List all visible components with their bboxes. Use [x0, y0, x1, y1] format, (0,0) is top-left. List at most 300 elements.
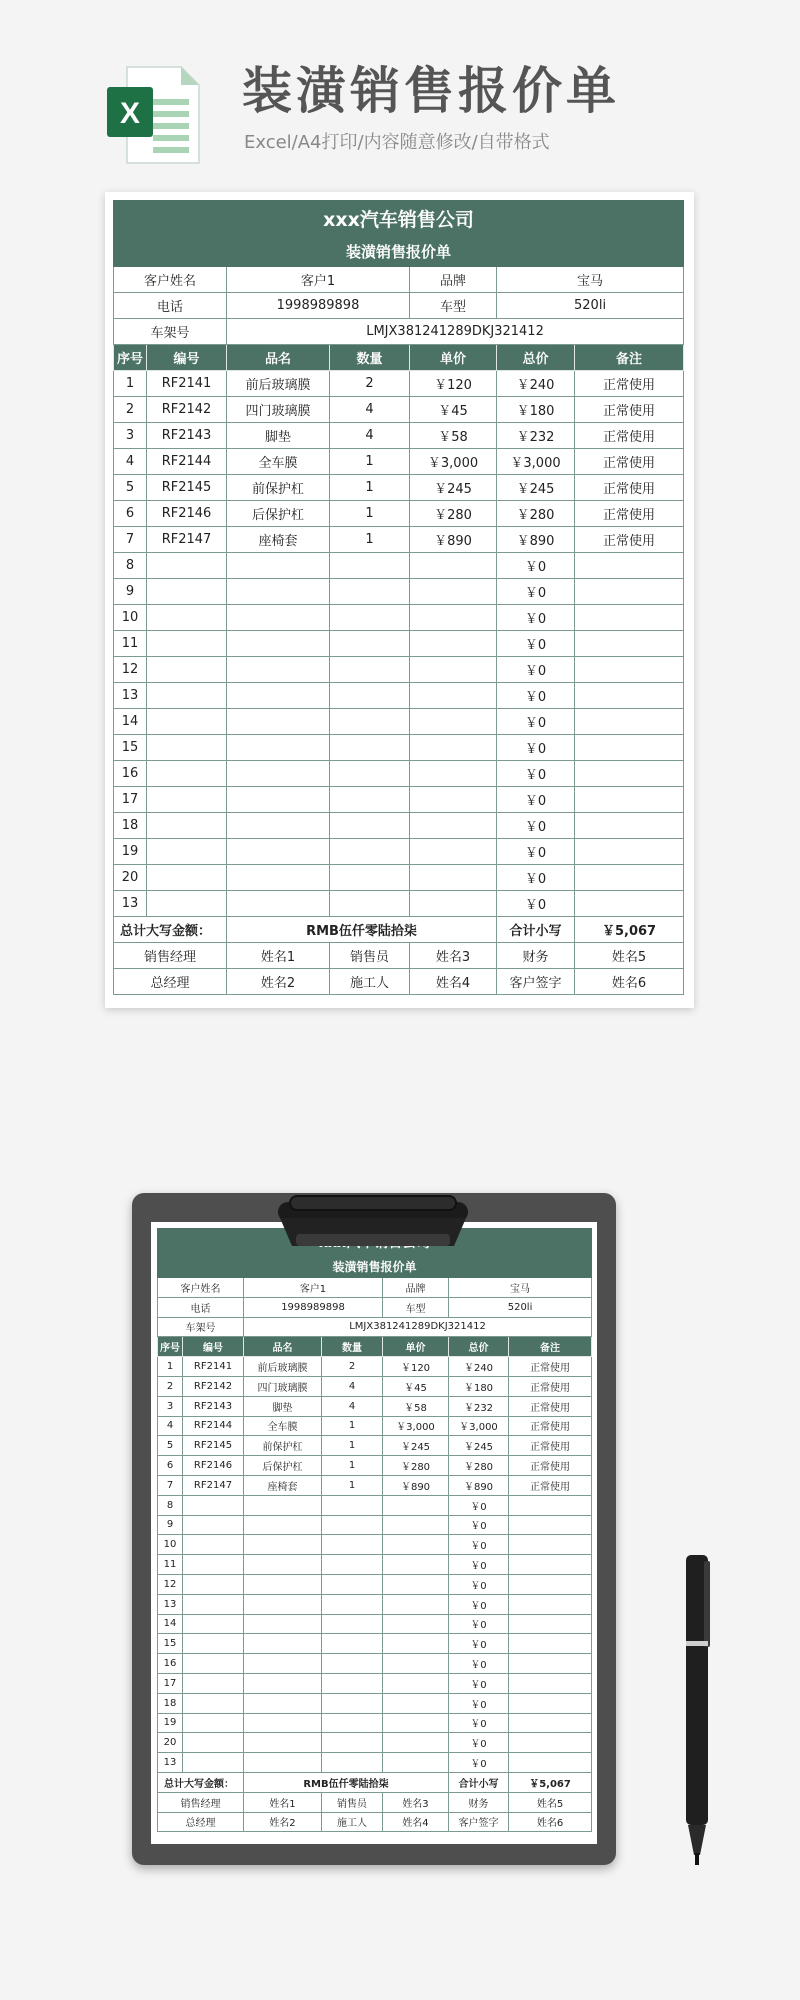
- cell-item[interactable]: [227, 657, 330, 683]
- cell-item[interactable]: 四门玻璃膜: [227, 397, 330, 423]
- subtotal-label: 合计小写: [497, 917, 575, 943]
- quote-table-body: [114, 201, 684, 995]
- total-row: [158, 1772, 592, 1792]
- cell-index: 20: [158, 1733, 183, 1753]
- cell-unit-price[interactable]: [410, 891, 497, 917]
- cell-remark[interactable]: [575, 657, 684, 683]
- cell-qty: [322, 1713, 383, 1733]
- cell-item[interactable]: 前后玻璃膜: [227, 371, 330, 397]
- cell-unit-price[interactable]: ￥58: [410, 423, 497, 449]
- cell-unit-price[interactable]: [410, 735, 497, 761]
- customer-label: 客户姓名: [158, 1278, 244, 1298]
- cell-code[interactable]: [147, 631, 227, 657]
- table-row: [158, 1634, 592, 1654]
- cell-item[interactable]: [227, 605, 330, 631]
- cell-index: 4: [158, 1416, 183, 1436]
- cell-unit-price[interactable]: [410, 865, 497, 891]
- brand-value[interactable]: 宝马: [497, 267, 684, 293]
- vin-value: LMJX381241289DKJ321412: [244, 1317, 592, 1337]
- column-header: 总价: [449, 1337, 509, 1357]
- cell-remark: [509, 1733, 592, 1753]
- model-value[interactable]: 520li: [497, 293, 684, 319]
- signature-label: 财务: [497, 943, 575, 969]
- customer-value: 客户1: [244, 1278, 383, 1298]
- cell-qty[interactable]: [330, 865, 410, 891]
- phone-value: 1998989898: [244, 1297, 383, 1317]
- cell-code: [183, 1614, 244, 1634]
- signature-value[interactable]: 姓名4: [410, 969, 497, 995]
- signature-label: 销售员: [322, 1792, 383, 1812]
- cell-unit-price: [383, 1574, 449, 1594]
- cell-code: RF2146: [183, 1456, 244, 1476]
- table-row: [114, 683, 684, 709]
- cell-code[interactable]: [147, 683, 227, 709]
- cell-unit-price: [383, 1654, 449, 1674]
- cell-code: [183, 1634, 244, 1654]
- signature-label: 销售员: [330, 943, 410, 969]
- quote-sheet-large: [105, 192, 694, 1008]
- cell-code: [183, 1515, 244, 1535]
- cell-qty[interactable]: [330, 553, 410, 579]
- cell-qty[interactable]: 1: [330, 501, 410, 527]
- signature-label: 总经理: [114, 969, 227, 995]
- cell-code[interactable]: [147, 865, 227, 891]
- signature-row: [114, 943, 684, 969]
- cell-index: 20: [114, 865, 147, 891]
- cell-code[interactable]: RF2147: [147, 527, 227, 553]
- cell-index: 16: [158, 1654, 183, 1674]
- cell-unit-price: [383, 1614, 449, 1634]
- cell-total-price[interactable]: ￥0: [497, 631, 575, 657]
- cell-qty[interactable]: [330, 709, 410, 735]
- cell-total-price[interactable]: ￥0: [497, 761, 575, 787]
- model-label: 车型: [410, 293, 497, 319]
- cell-qty[interactable]: [330, 605, 410, 631]
- cell-total-price[interactable]: ￥232: [497, 423, 575, 449]
- cell-code[interactable]: [147, 761, 227, 787]
- cell-unit-price: [383, 1515, 449, 1535]
- customer-label: 客户姓名: [114, 267, 227, 293]
- cell-total-price[interactable]: ￥0: [497, 657, 575, 683]
- cell-remark: [509, 1495, 592, 1515]
- table-row: [158, 1495, 592, 1515]
- cell-qty: [322, 1753, 383, 1773]
- cell-remark[interactable]: 正常使用: [575, 501, 684, 527]
- signature-value[interactable]: 姓名1: [227, 943, 330, 969]
- table-row: [114, 501, 684, 527]
- cell-total-price[interactable]: ￥0: [497, 891, 575, 917]
- cell-remark: 正常使用: [509, 1396, 592, 1416]
- cell-qty: 1: [322, 1436, 383, 1456]
- cell-index: 7: [114, 527, 147, 553]
- signature-value[interactable]: 姓名5: [575, 943, 684, 969]
- cell-unit-price: [383, 1733, 449, 1753]
- cell-total-price[interactable]: ￥0: [497, 553, 575, 579]
- cell-qty[interactable]: [330, 839, 410, 865]
- cell-item: 脚垫: [244, 1396, 322, 1416]
- excel-logo-icon: [105, 65, 201, 165]
- cell-qty[interactable]: 1: [330, 475, 410, 501]
- cell-index: 6: [114, 501, 147, 527]
- cell-unit-price[interactable]: [410, 579, 497, 605]
- table-row: [114, 891, 684, 917]
- cell-remark[interactable]: [575, 813, 684, 839]
- cell-remark: 正常使用: [509, 1436, 592, 1456]
- subtotal-value[interactable]: ￥5,067: [575, 917, 684, 943]
- cell-qty[interactable]: 4: [330, 423, 410, 449]
- cell-qty: 1: [322, 1456, 383, 1476]
- table-row: [158, 1753, 592, 1773]
- cell-qty[interactable]: 4: [330, 397, 410, 423]
- cell-qty: [322, 1555, 383, 1575]
- cell-qty[interactable]: 1: [330, 527, 410, 553]
- cell-code[interactable]: [147, 579, 227, 605]
- cell-item[interactable]: 座椅套: [227, 527, 330, 553]
- subtotal-label: 合计小写: [449, 1772, 509, 1792]
- cell-item[interactable]: [227, 891, 330, 917]
- cell-code: [183, 1713, 244, 1733]
- cell-remark[interactable]: [575, 683, 684, 709]
- cell-total-price: ￥245: [449, 1436, 509, 1456]
- cell-index: 3: [158, 1396, 183, 1416]
- signature-label: 客户签字: [497, 969, 575, 995]
- table-row: [114, 631, 684, 657]
- cell-total-price: ￥0: [449, 1495, 509, 1515]
- cell-remark: [509, 1693, 592, 1713]
- cell-item: [244, 1495, 322, 1515]
- cell-qty[interactable]: 2: [330, 371, 410, 397]
- cell-unit-price[interactable]: ￥280: [410, 501, 497, 527]
- cell-remark: [509, 1515, 592, 1535]
- cell-code[interactable]: [147, 787, 227, 813]
- cell-qty: [322, 1733, 383, 1753]
- cell-unit-price[interactable]: [410, 683, 497, 709]
- cell-total-price[interactable]: ￥180: [497, 397, 575, 423]
- cell-item: [244, 1673, 322, 1693]
- cell-unit-price[interactable]: [410, 709, 497, 735]
- quote-sheet-small: [151, 1222, 597, 1844]
- cell-item: [244, 1634, 322, 1654]
- signature-row: [114, 969, 684, 995]
- cell-unit-price: ￥280: [383, 1456, 449, 1476]
- cell-unit-price[interactable]: [410, 605, 497, 631]
- cell-item[interactable]: [227, 813, 330, 839]
- cell-remark: 正常使用: [509, 1456, 592, 1476]
- pen-icon: [682, 1555, 712, 1867]
- cell-total-price: ￥280: [449, 1456, 509, 1476]
- cell-unit-price: ￥120: [383, 1357, 449, 1377]
- cell-remark[interactable]: 正常使用: [575, 423, 684, 449]
- cell-unit-price: [383, 1634, 449, 1654]
- cell-total-price[interactable]: ￥0: [497, 709, 575, 735]
- cell-item[interactable]: [227, 787, 330, 813]
- cell-code[interactable]: [147, 735, 227, 761]
- cell-qty[interactable]: [330, 761, 410, 787]
- table-row: [158, 1555, 592, 1575]
- cell-unit-price: ￥3,000: [383, 1416, 449, 1436]
- cell-index: 7: [158, 1475, 183, 1495]
- cell-unit-price: ￥245: [383, 1436, 449, 1456]
- cell-qty[interactable]: [330, 657, 410, 683]
- column-header: 总价: [497, 345, 575, 371]
- cell-qty: 1: [322, 1475, 383, 1495]
- table-row: [158, 1416, 592, 1436]
- cell-item[interactable]: 脚垫: [227, 423, 330, 449]
- cell-remark[interactable]: [575, 631, 684, 657]
- cell-remark[interactable]: 正常使用: [575, 397, 684, 423]
- signature-value[interactable]: 姓名2: [227, 969, 330, 995]
- cell-code: RF2147: [183, 1475, 244, 1495]
- cell-item[interactable]: [227, 839, 330, 865]
- cell-total-price: ￥0: [449, 1713, 509, 1733]
- cell-index: 11: [158, 1555, 183, 1575]
- cell-remark[interactable]: 正常使用: [575, 371, 684, 397]
- cell-code: [183, 1495, 244, 1515]
- cell-remark[interactable]: [575, 891, 684, 917]
- cell-index: 1: [158, 1357, 183, 1377]
- cell-remark[interactable]: 正常使用: [575, 527, 684, 553]
- cell-remark: [509, 1555, 592, 1575]
- cell-code: [183, 1673, 244, 1693]
- cell-unit-price[interactable]: [410, 813, 497, 839]
- cell-total-price: ￥232: [449, 1396, 509, 1416]
- cell-remark: [509, 1673, 592, 1693]
- table-row: [114, 605, 684, 631]
- cell-remark[interactable]: [575, 553, 684, 579]
- cell-index: 13: [114, 891, 147, 917]
- company-name: xxx汽车销售公司: [114, 201, 684, 236]
- cell-item: [244, 1654, 322, 1674]
- capital-total-value[interactable]: RMB伍仟零陆拾柒: [227, 917, 497, 943]
- column-header: 备注: [575, 345, 684, 371]
- cell-item[interactable]: [227, 631, 330, 657]
- cell-unit-price[interactable]: ￥45: [410, 397, 497, 423]
- table-row: [158, 1594, 592, 1614]
- signature-row: [158, 1812, 592, 1832]
- table-row: [114, 839, 684, 865]
- cell-remark: 正常使用: [509, 1416, 592, 1436]
- cell-remark[interactable]: 正常使用: [575, 449, 684, 475]
- cell-total-price[interactable]: ￥0: [497, 839, 575, 865]
- cell-code[interactable]: [147, 553, 227, 579]
- cell-item[interactable]: [227, 683, 330, 709]
- cell-qty[interactable]: [330, 579, 410, 605]
- cell-total-price: ￥0: [449, 1574, 509, 1594]
- cell-remark: [509, 1574, 592, 1594]
- column-header: 序号: [114, 345, 147, 371]
- table-row: [114, 709, 684, 735]
- cell-index: 9: [158, 1515, 183, 1535]
- table-row: [158, 1535, 592, 1555]
- cell-remark[interactable]: [575, 735, 684, 761]
- cell-remark: [509, 1594, 592, 1614]
- cell-qty[interactable]: 1: [330, 449, 410, 475]
- cell-total-price[interactable]: ￥245: [497, 475, 575, 501]
- cell-item: 后保护杠: [244, 1456, 322, 1476]
- cell-item[interactable]: 后保护杠: [227, 501, 330, 527]
- cell-total-price[interactable]: ￥0: [497, 787, 575, 813]
- customer-value[interactable]: 客户1: [227, 267, 410, 293]
- cell-total-price[interactable]: ￥0: [497, 579, 575, 605]
- cell-unit-price[interactable]: [410, 787, 497, 813]
- cell-total-price[interactable]: ￥890: [497, 527, 575, 553]
- phone-value[interactable]: 1998989898: [227, 293, 410, 319]
- form-title: 装潢销售报价单: [114, 236, 684, 267]
- cell-code[interactable]: [147, 605, 227, 631]
- cell-qty: [322, 1634, 383, 1654]
- cell-item[interactable]: 全车膜: [227, 449, 330, 475]
- table-row: [158, 1654, 592, 1674]
- cell-total-price[interactable]: ￥0: [497, 683, 575, 709]
- cell-item[interactable]: 前保护杠: [227, 475, 330, 501]
- cell-code: RF2144: [183, 1416, 244, 1436]
- cell-total-price[interactable]: ￥0: [497, 735, 575, 761]
- cell-qty[interactable]: [330, 683, 410, 709]
- cell-total-price[interactable]: ￥0: [497, 813, 575, 839]
- cell-unit-price: ￥45: [383, 1376, 449, 1396]
- cell-index: 1: [114, 371, 147, 397]
- table-row: [114, 371, 684, 397]
- table-row: [114, 553, 684, 579]
- cell-code[interactable]: [147, 657, 227, 683]
- cell-qty[interactable]: [330, 813, 410, 839]
- cell-total-price: ￥0: [449, 1654, 509, 1674]
- capital-total-label: 总计大写金额：: [114, 917, 227, 943]
- cell-remark[interactable]: [575, 865, 684, 891]
- signature-value[interactable]: 姓名3: [410, 943, 497, 969]
- cell-remark[interactable]: 正常使用: [575, 475, 684, 501]
- capital-total-value: RMB伍仟零陆拾柒: [244, 1772, 449, 1792]
- cell-total-price[interactable]: ￥240: [497, 371, 575, 397]
- cell-remark[interactable]: [575, 605, 684, 631]
- column-header: 单价: [383, 1337, 449, 1357]
- cell-code[interactable]: RF2146: [147, 501, 227, 527]
- table-row: [158, 1673, 592, 1693]
- cell-unit-price[interactable]: [410, 839, 497, 865]
- signature-label: 销售经理: [114, 943, 227, 969]
- cell-item[interactable]: [227, 761, 330, 787]
- cell-qty[interactable]: [330, 735, 410, 761]
- table-row: [158, 1357, 592, 1377]
- phone-label: 电话: [114, 293, 227, 319]
- cell-total-price[interactable]: ￥280: [497, 501, 575, 527]
- cell-remark: [509, 1654, 592, 1674]
- cell-unit-price[interactable]: [410, 631, 497, 657]
- signature-label: 总经理: [158, 1812, 244, 1832]
- cell-item[interactable]: [227, 709, 330, 735]
- signature-value: 姓名1: [244, 1792, 322, 1812]
- cell-unit-price[interactable]: [410, 761, 497, 787]
- cell-unit-price[interactable]: ￥120: [410, 371, 497, 397]
- cell-index: 2: [158, 1376, 183, 1396]
- cell-item[interactable]: [227, 865, 330, 891]
- cell-code[interactable]: [147, 813, 227, 839]
- subtotal-value: ￥5,067: [509, 1772, 592, 1792]
- table-row: [114, 579, 684, 605]
- cell-code[interactable]: [147, 709, 227, 735]
- cell-index: 5: [158, 1436, 183, 1456]
- cell-item[interactable]: [227, 553, 330, 579]
- cell-code[interactable]: RF2141: [147, 371, 227, 397]
- cell-code[interactable]: RF2143: [147, 423, 227, 449]
- vin-label: 车架号: [158, 1317, 244, 1337]
- cell-code[interactable]: RF2144: [147, 449, 227, 475]
- cell-qty: 4: [322, 1376, 383, 1396]
- cell-item: [244, 1614, 322, 1634]
- cell-remark[interactable]: [575, 709, 684, 735]
- cell-unit-price: [383, 1535, 449, 1555]
- cell-code[interactable]: RF2142: [147, 397, 227, 423]
- cell-item[interactable]: [227, 735, 330, 761]
- cell-remark: 正常使用: [509, 1357, 592, 1377]
- cell-total-price[interactable]: ￥0: [497, 605, 575, 631]
- signature-label: 施工人: [322, 1812, 383, 1832]
- cell-code: [183, 1594, 244, 1614]
- column-header: 编号: [183, 1337, 244, 1357]
- brand-value: 宝马: [449, 1278, 592, 1298]
- cell-qty: [322, 1495, 383, 1515]
- cell-remark: [509, 1535, 592, 1555]
- cell-remark[interactable]: [575, 579, 684, 605]
- cell-qty: [322, 1654, 383, 1674]
- cell-index: 17: [158, 1673, 183, 1693]
- cell-unit-price[interactable]: ￥890: [410, 527, 497, 553]
- cell-qty[interactable]: [330, 787, 410, 813]
- vin-value[interactable]: LMJX381241289DKJ321412: [227, 319, 684, 345]
- cell-index: 10: [114, 605, 147, 631]
- cell-index: 6: [158, 1456, 183, 1476]
- cell-item[interactable]: [227, 579, 330, 605]
- table-row: [158, 1376, 592, 1396]
- cell-unit-price[interactable]: ￥3,000: [410, 449, 497, 475]
- cell-code[interactable]: RF2145: [147, 475, 227, 501]
- quote-table-small: [157, 1228, 592, 1832]
- column-header: 数量: [330, 345, 410, 371]
- cell-index: 8: [158, 1495, 183, 1515]
- cell-code[interactable]: [147, 891, 227, 917]
- signature-value[interactable]: 姓名6: [575, 969, 684, 995]
- cell-remark[interactable]: [575, 761, 684, 787]
- cell-item: [244, 1753, 322, 1773]
- signature-value: 姓名5: [509, 1792, 592, 1812]
- cell-item: [244, 1733, 322, 1753]
- cell-unit-price[interactable]: ￥245: [410, 475, 497, 501]
- cell-code: [183, 1535, 244, 1555]
- total-row: [114, 917, 684, 943]
- table-row: [114, 735, 684, 761]
- cell-total-price[interactable]: ￥3,000: [497, 449, 575, 475]
- cell-total-price[interactable]: ￥0: [497, 865, 575, 891]
- cell-remark[interactable]: [575, 787, 684, 813]
- cell-qty[interactable]: [330, 631, 410, 657]
- cell-item: 四门玻璃膜: [244, 1376, 322, 1396]
- cell-remark: 正常使用: [509, 1475, 592, 1495]
- cell-remark: [509, 1753, 592, 1773]
- table-row: [158, 1436, 592, 1456]
- column-header: 编号: [147, 345, 227, 371]
- signature-value: 姓名2: [244, 1812, 322, 1832]
- cell-unit-price[interactable]: [410, 657, 497, 683]
- cell-total-price: ￥240: [449, 1357, 509, 1377]
- table-row: [114, 761, 684, 787]
- cell-code[interactable]: [147, 839, 227, 865]
- cell-unit-price[interactable]: [410, 553, 497, 579]
- cell-item: 全车膜: [244, 1416, 322, 1436]
- cell-remark[interactable]: [575, 839, 684, 865]
- table-row: [158, 1693, 592, 1713]
- cell-qty[interactable]: [330, 891, 410, 917]
- cell-index: 19: [114, 839, 147, 865]
